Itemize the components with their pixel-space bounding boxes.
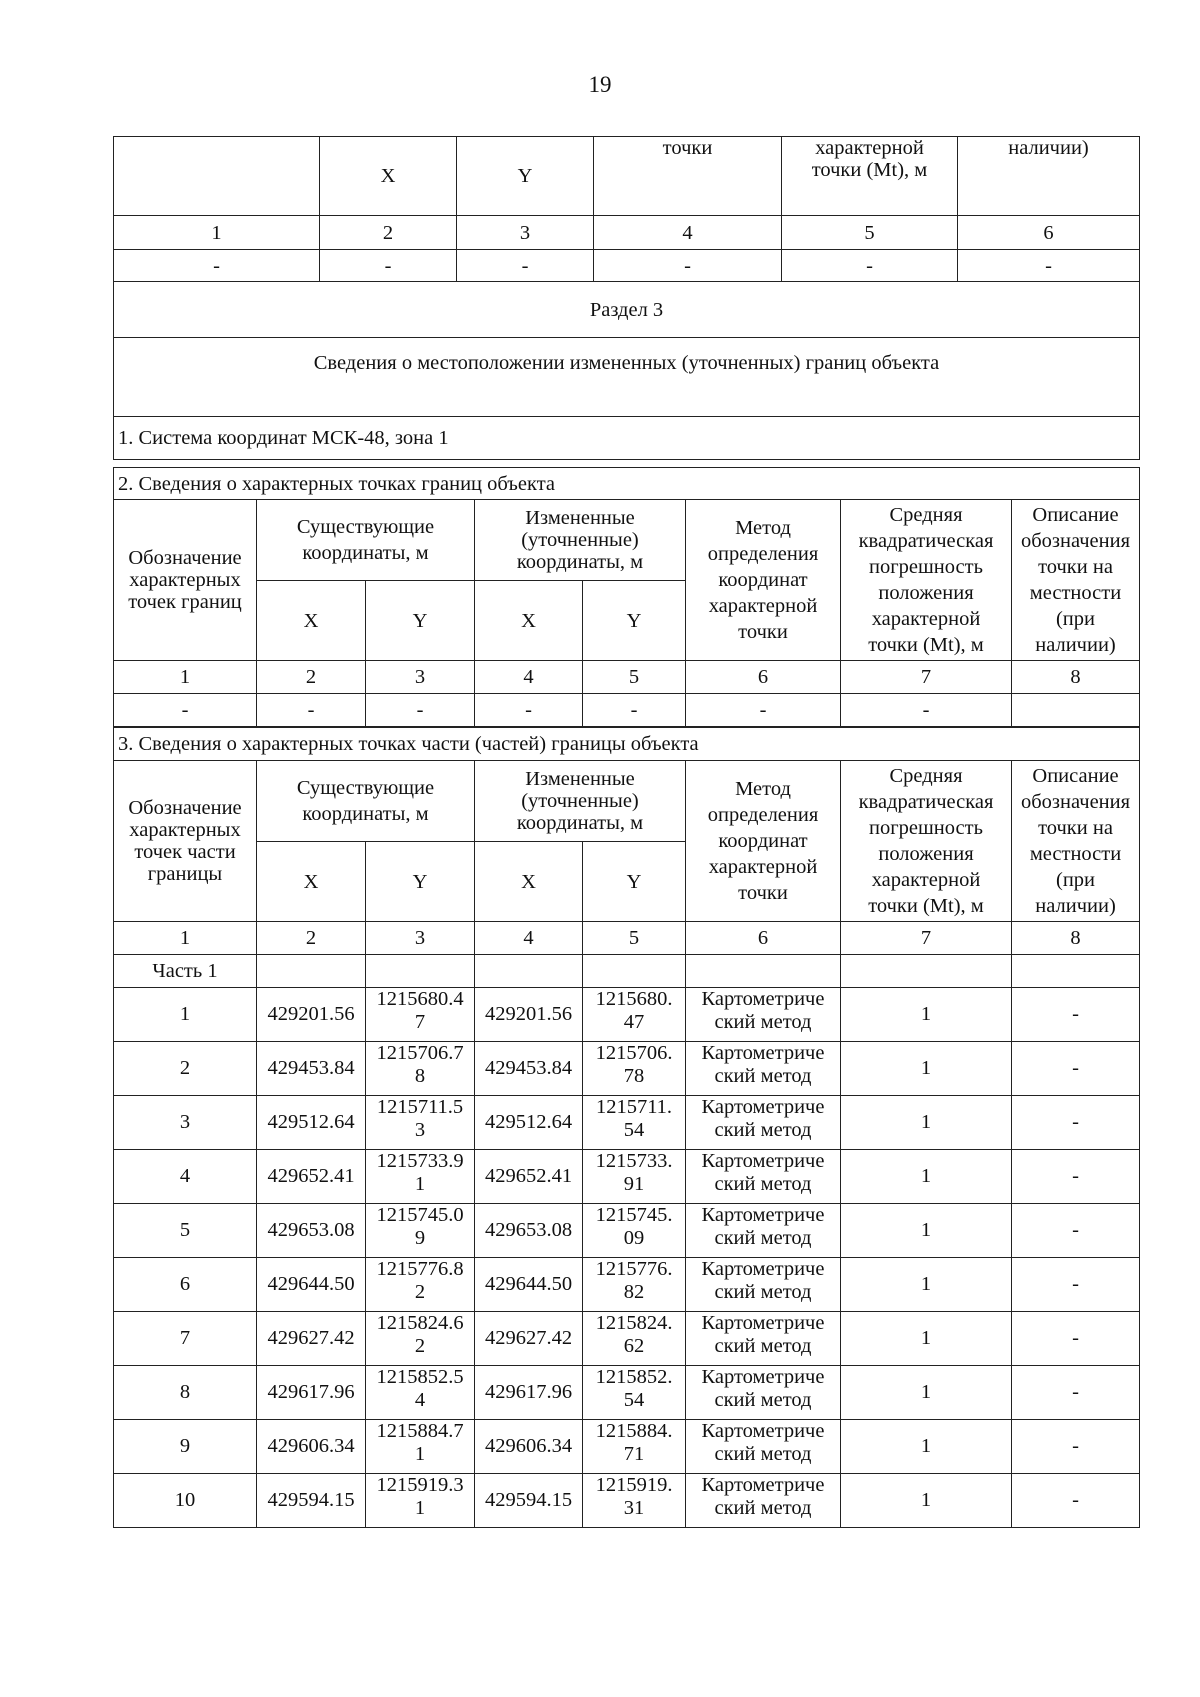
changed-y <box>583 1150 686 1204</box>
header-line: наличии) <box>1035 895 1116 917</box>
x-header: X <box>475 842 583 922</box>
header-line: координаты, м <box>302 542 429 564</box>
changed-y <box>583 1474 686 1528</box>
table-row <box>114 1474 1140 1528</box>
changed-x: 429606.34 <box>475 1420 583 1474</box>
header-line: Описание <box>1032 504 1119 526</box>
accuracy-mt: 1 <box>841 988 1012 1042</box>
changed-y <box>583 1420 686 1474</box>
value-line: 62 <box>623 1335 645 1357</box>
value-line: ский метод <box>714 1335 812 1357</box>
value-line: 1215884.7 <box>376 1420 464 1442</box>
table-row <box>114 1258 1140 1312</box>
col-number: 8 <box>1012 661 1140 694</box>
empty-data-row <box>114 250 1140 282</box>
part-points-table <box>113 727 1140 1528</box>
method <box>686 1204 841 1258</box>
header-line: точек границ <box>128 591 242 613</box>
part-label-row <box>114 955 1140 988</box>
header-cell-x: X <box>320 137 457 216</box>
value-line: 1215884. <box>595 1420 673 1442</box>
existing-y <box>366 1474 475 1528</box>
existing-x: 429201.56 <box>257 988 366 1042</box>
col-number: 5 <box>583 661 686 694</box>
value-line: ский метод <box>714 1281 812 1303</box>
value-line: 9 <box>414 1227 426 1249</box>
empty-cell <box>1012 955 1140 988</box>
changed-x: 429201.56 <box>475 988 583 1042</box>
existing-x: 429617.96 <box>257 1366 366 1420</box>
point-description: - <box>1012 1366 1140 1420</box>
point-description: - <box>1012 1312 1140 1366</box>
existing-y <box>366 1042 475 1096</box>
header-line: характерных <box>129 569 241 591</box>
accuracy-header <box>841 761 1012 922</box>
value-line: 1215745. <box>595 1204 673 1226</box>
point-number: 3 <box>114 1096 257 1150</box>
value-line: 71 <box>623 1443 645 1465</box>
col-number: 8 <box>1012 922 1140 955</box>
col-number: 7 <box>841 661 1012 694</box>
header-line: (при <box>1056 869 1096 891</box>
value-line: ский метод <box>714 1065 812 1087</box>
header-cell-1 <box>114 137 320 216</box>
method-header <box>686 500 841 661</box>
point-description: - <box>1012 1474 1140 1528</box>
header-line: положения <box>878 843 974 865</box>
method <box>686 1258 841 1312</box>
table-row <box>114 988 1140 1042</box>
header-line: характерной <box>708 595 818 617</box>
header-line: точки (Mt), м <box>868 634 984 656</box>
accuracy-header <box>841 500 1012 661</box>
col-number: 3 <box>457 216 594 250</box>
designation-header <box>114 500 257 661</box>
method <box>686 1366 841 1420</box>
value-line: 54 <box>623 1389 645 1411</box>
value-line: Картометриче <box>701 988 825 1010</box>
value-line: 2 <box>414 1335 426 1357</box>
changed-y <box>583 1096 686 1150</box>
value-line: 1215706.7 <box>376 1042 464 1064</box>
header-line: Существующие <box>296 777 435 799</box>
value-line: Картометриче <box>701 1042 825 1064</box>
accuracy-mt: 1 <box>841 1042 1012 1096</box>
accuracy-mt: 1 <box>841 1366 1012 1420</box>
header-cell-description: наличии) <box>958 137 1140 216</box>
value-line: 1 <box>414 1497 426 1519</box>
value-line: 1215733. <box>595 1150 673 1172</box>
column-number-row <box>114 922 1140 955</box>
point-description: - <box>1012 988 1140 1042</box>
header-line: Обозначение <box>128 547 242 569</box>
existing-x: 429644.50 <box>257 1258 366 1312</box>
value-line: ский метод <box>714 1011 812 1033</box>
value-line: 31 <box>623 1497 645 1519</box>
changed-y <box>583 988 686 1042</box>
col-number: 2 <box>257 661 366 694</box>
x-header: X <box>257 842 366 922</box>
coordinate-system: 1. Система координат МСК-48, зона 1 <box>114 417 1140 460</box>
header-line: координаты, м <box>516 551 644 573</box>
point-number: 7 <box>114 1312 257 1366</box>
point-number: 5 <box>114 1204 257 1258</box>
header-line: местности <box>1029 582 1122 604</box>
value-line: 1215919.3 <box>376 1474 464 1496</box>
col-number: 2 <box>320 216 457 250</box>
value-line: 8 <box>414 1065 426 1087</box>
method <box>686 1042 841 1096</box>
existing-x: 429512.64 <box>257 1096 366 1150</box>
y-header: Y <box>583 842 686 922</box>
empty-cell: - <box>475 694 583 727</box>
existing-x: 429627.42 <box>257 1312 366 1366</box>
point-description: - <box>1012 1096 1140 1150</box>
table-row <box>114 1042 1140 1096</box>
existing-y <box>366 988 475 1042</box>
header-line: Средняя <box>889 765 963 787</box>
header-line: характерной <box>871 869 981 891</box>
existing-x: 429652.41 <box>257 1150 366 1204</box>
accuracy-mt: 1 <box>841 1150 1012 1204</box>
value-line: 1215852. <box>595 1366 673 1388</box>
changed-x: 429627.42 <box>475 1312 583 1366</box>
col-number: 3 <box>366 922 475 955</box>
empty-cell: - <box>366 694 475 727</box>
empty-cell <box>841 955 1012 988</box>
method <box>686 1420 841 1474</box>
header-line: квадратическая <box>858 791 994 813</box>
header-line: точки на <box>1038 556 1113 578</box>
header-line: точки (Mt), м <box>868 895 984 917</box>
header-line: координат <box>718 830 808 852</box>
changed-x: 429644.50 <box>475 1258 583 1312</box>
header-line: квадратическая <box>858 530 994 552</box>
header-cell-point: точки <box>594 137 782 216</box>
existing-x: 429594.15 <box>257 1474 366 1528</box>
value-line: Картометриче <box>701 1204 825 1226</box>
header-line: координат <box>718 569 808 591</box>
method <box>686 1096 841 1150</box>
header-line: обозначения <box>1020 530 1131 552</box>
table-row <box>114 1096 1140 1150</box>
col-number: 1 <box>114 922 257 955</box>
existing-y <box>366 1420 475 1474</box>
value-line: ский метод <box>714 1173 812 1195</box>
col-number: 5 <box>583 922 686 955</box>
value-line: 1215824.6 <box>376 1312 464 1334</box>
col-number: 6 <box>958 216 1140 250</box>
existing-y <box>366 1258 475 1312</box>
existing-y <box>366 1204 475 1258</box>
value-line: Картометриче <box>701 1150 825 1172</box>
changed-coords-header <box>475 761 686 842</box>
point-number: 10 <box>114 1474 257 1528</box>
value-line: 2 <box>414 1281 426 1303</box>
col-number: 2 <box>257 922 366 955</box>
y-header: Y <box>583 581 686 661</box>
changed-x: 429653.08 <box>475 1204 583 1258</box>
col-number: 4 <box>475 661 583 694</box>
existing-y <box>366 1366 475 1420</box>
value-line: ский метод <box>714 1389 812 1411</box>
header-line: определения <box>707 804 819 826</box>
points-heading: 2. Сведения о характерных точках границ объекта <box>114 468 1140 500</box>
method <box>686 1474 841 1528</box>
header-line: характерной <box>871 608 981 630</box>
table-row <box>114 1420 1140 1474</box>
changed-y <box>583 1258 686 1312</box>
point-description: - <box>1012 1258 1140 1312</box>
description-header <box>1012 500 1140 661</box>
col-number: 5 <box>782 216 958 250</box>
empty-cell: - <box>114 250 320 282</box>
value-line: 1 <box>414 1443 426 1465</box>
value-line: 09 <box>623 1227 645 1249</box>
header-line: местности <box>1029 843 1122 865</box>
empty-cell: - <box>457 250 594 282</box>
header-line: Метод <box>735 778 791 800</box>
header-line: координаты, м <box>516 812 644 834</box>
table-row <box>114 1312 1140 1366</box>
changed-x: 429652.41 <box>475 1150 583 1204</box>
header-line: погрешность <box>869 817 983 839</box>
value-line: 4 <box>414 1389 426 1411</box>
changed-x: 429512.64 <box>475 1096 583 1150</box>
changed-y <box>583 1312 686 1366</box>
header-line: положения <box>878 582 974 604</box>
changed-x: 429594.15 <box>475 1474 583 1528</box>
value-line: Картометриче <box>701 1312 825 1334</box>
empty-cell: - <box>583 694 686 727</box>
value-line: ский метод <box>714 1443 812 1465</box>
header-line: погрешность <box>869 556 983 578</box>
value-line: Картометриче <box>701 1258 825 1280</box>
method <box>686 1150 841 1204</box>
value-line: 1 <box>414 1173 426 1195</box>
value-line: 54 <box>623 1119 645 1141</box>
value-line: Картометриче <box>701 1420 825 1442</box>
col-number: 7 <box>841 922 1012 955</box>
point-description: - <box>1012 1420 1140 1474</box>
point-number: 6 <box>114 1258 257 1312</box>
accuracy-mt: 1 <box>841 1096 1012 1150</box>
value-line: 82 <box>623 1281 645 1303</box>
col-number: 3 <box>366 661 475 694</box>
empty-cell <box>475 955 583 988</box>
section-subtitle: Сведения о местоположении измененных (уточненных) границ объекта <box>114 338 1140 417</box>
value-line: Картометриче <box>701 1474 825 1496</box>
col-number: 6 <box>686 661 841 694</box>
designation-header <box>114 761 257 922</box>
section-title: Раздел 3 <box>114 282 1140 338</box>
header-line: Описание <box>1032 765 1119 787</box>
accuracy-mt: 1 <box>841 1474 1012 1528</box>
empty-cell: - <box>594 250 782 282</box>
table-header-row <box>114 137 1140 216</box>
value-line: 1215680.4 <box>376 988 464 1010</box>
header-line: точек части <box>134 841 236 863</box>
value-line: 78 <box>623 1065 645 1087</box>
value-line: ский метод <box>714 1497 812 1519</box>
point-number: 9 <box>114 1420 257 1474</box>
existing-y <box>366 1312 475 1366</box>
value-line: 7 <box>414 1011 426 1033</box>
method <box>686 988 841 1042</box>
value-line: 3 <box>414 1119 426 1141</box>
value-line: 1215745.0 <box>376 1204 464 1226</box>
empty-cell: - <box>686 694 841 727</box>
accuracy-mt: 1 <box>841 1204 1012 1258</box>
page-number: 19 <box>588 72 612 97</box>
col-number: 4 <box>475 922 583 955</box>
value-line: 1215680. <box>595 988 673 1010</box>
header-line: Средняя <box>889 504 963 526</box>
value-line: 1215776. <box>595 1258 673 1280</box>
table-row <box>114 1366 1140 1420</box>
empty-cell: - <box>782 250 958 282</box>
header-line: точки <box>738 621 788 643</box>
continuation-table <box>113 136 1140 460</box>
col-number: 1 <box>114 216 320 250</box>
header-line: (при <box>1055 608 1096 630</box>
header-line: Метод <box>735 517 791 539</box>
y-header: Y <box>366 581 475 661</box>
col-number: 4 <box>594 216 782 250</box>
point-description: - <box>1012 1204 1140 1258</box>
header-line: точки на <box>1038 817 1113 839</box>
value-line: 1215852.5 <box>376 1366 464 1388</box>
header-line: (уточненные) <box>521 790 639 812</box>
header-line: Измененные <box>525 507 635 529</box>
empty-cell: - <box>320 250 457 282</box>
existing-x: 429606.34 <box>257 1420 366 1474</box>
header-line: Существующие <box>296 516 435 538</box>
header-line: Измененные <box>525 768 635 790</box>
method-header <box>686 761 841 922</box>
existing-y <box>366 1096 475 1150</box>
value-line: ский метод <box>714 1227 812 1249</box>
header-line: точки <box>738 882 788 904</box>
value-line: 1215733.9 <box>376 1150 464 1172</box>
value-line: 1215919. <box>595 1474 673 1496</box>
part-label: Часть 1 <box>114 955 257 988</box>
point-number: 8 <box>114 1366 257 1420</box>
part-points-heading: 3. Сведения о характерных точках части (частей) границы объекта <box>114 728 1140 761</box>
changed-y <box>583 1204 686 1258</box>
x-header: X <box>257 581 366 661</box>
value-line: Картометриче <box>701 1366 825 1388</box>
empty-data-row <box>114 694 1140 727</box>
changed-coords-header <box>475 500 686 581</box>
col-number: 1 <box>114 661 257 694</box>
col-number: 6 <box>686 922 841 955</box>
empty-cell: - <box>841 694 1012 727</box>
existing-coords-header <box>257 500 475 581</box>
header-line: наличии) <box>1035 634 1116 656</box>
x-header: X <box>475 581 583 661</box>
header-line: Обозначение <box>128 797 242 819</box>
changed-x: 429453.84 <box>475 1042 583 1096</box>
value-line: Картометриче <box>701 1096 825 1118</box>
header-line: характерных <box>129 819 241 841</box>
header-line: координаты, м <box>302 803 429 825</box>
changed-x: 429617.96 <box>475 1366 583 1420</box>
header-line: характерной <box>708 856 818 878</box>
empty-cell <box>686 955 841 988</box>
header-line: обозначения <box>1020 791 1131 813</box>
existing-x: 429653.08 <box>257 1204 366 1258</box>
empty-cell <box>257 955 366 988</box>
header-line: границы <box>147 863 223 885</box>
point-number: 1 <box>114 988 257 1042</box>
header-line: точки (Mt), м <box>811 159 928 181</box>
value-line: 1215776.8 <box>376 1258 464 1280</box>
points-list <box>114 988 1140 1528</box>
changed-y <box>583 1042 686 1096</box>
value-line: 91 <box>623 1173 645 1195</box>
header-line: (уточненные) <box>521 529 639 551</box>
column-number-row <box>114 216 1140 250</box>
point-description: - <box>1012 1150 1140 1204</box>
value-line: 1215711.5 <box>376 1096 464 1118</box>
table-row <box>114 1204 1140 1258</box>
value-line: 1215824. <box>595 1312 673 1334</box>
existing-coords-header <box>257 761 475 842</box>
accuracy-mt: 1 <box>841 1420 1012 1474</box>
existing-y <box>366 1150 475 1204</box>
existing-x: 429453.84 <box>257 1042 366 1096</box>
header-line: определения <box>707 543 819 565</box>
column-number-row <box>114 661 1140 694</box>
point-number: 4 <box>114 1150 257 1204</box>
header-cell-accuracy <box>782 137 958 216</box>
header-line: характерной <box>815 137 924 159</box>
accuracy-mt: 1 <box>841 1258 1012 1312</box>
empty-cell: - <box>257 694 366 727</box>
empty-cell <box>366 955 475 988</box>
accuracy-mt: 1 <box>841 1312 1012 1366</box>
changed-y <box>583 1366 686 1420</box>
description-header <box>1012 761 1140 922</box>
method <box>686 1312 841 1366</box>
value-line: ский метод <box>714 1119 812 1141</box>
empty-cell <box>1012 694 1140 727</box>
header-cell-y: Y <box>457 137 594 216</box>
value-line: 1215711. <box>595 1096 673 1118</box>
empty-cell: - <box>958 250 1140 282</box>
empty-cell <box>583 955 686 988</box>
point-number: 2 <box>114 1042 257 1096</box>
value-line: 1215706. <box>595 1042 673 1064</box>
table-row <box>114 1150 1140 1204</box>
value-line: 47 <box>623 1011 645 1033</box>
empty-cell: - <box>114 694 257 727</box>
y-header: Y <box>366 842 475 922</box>
point-description: - <box>1012 1042 1140 1096</box>
object-points-table <box>113 467 1140 727</box>
